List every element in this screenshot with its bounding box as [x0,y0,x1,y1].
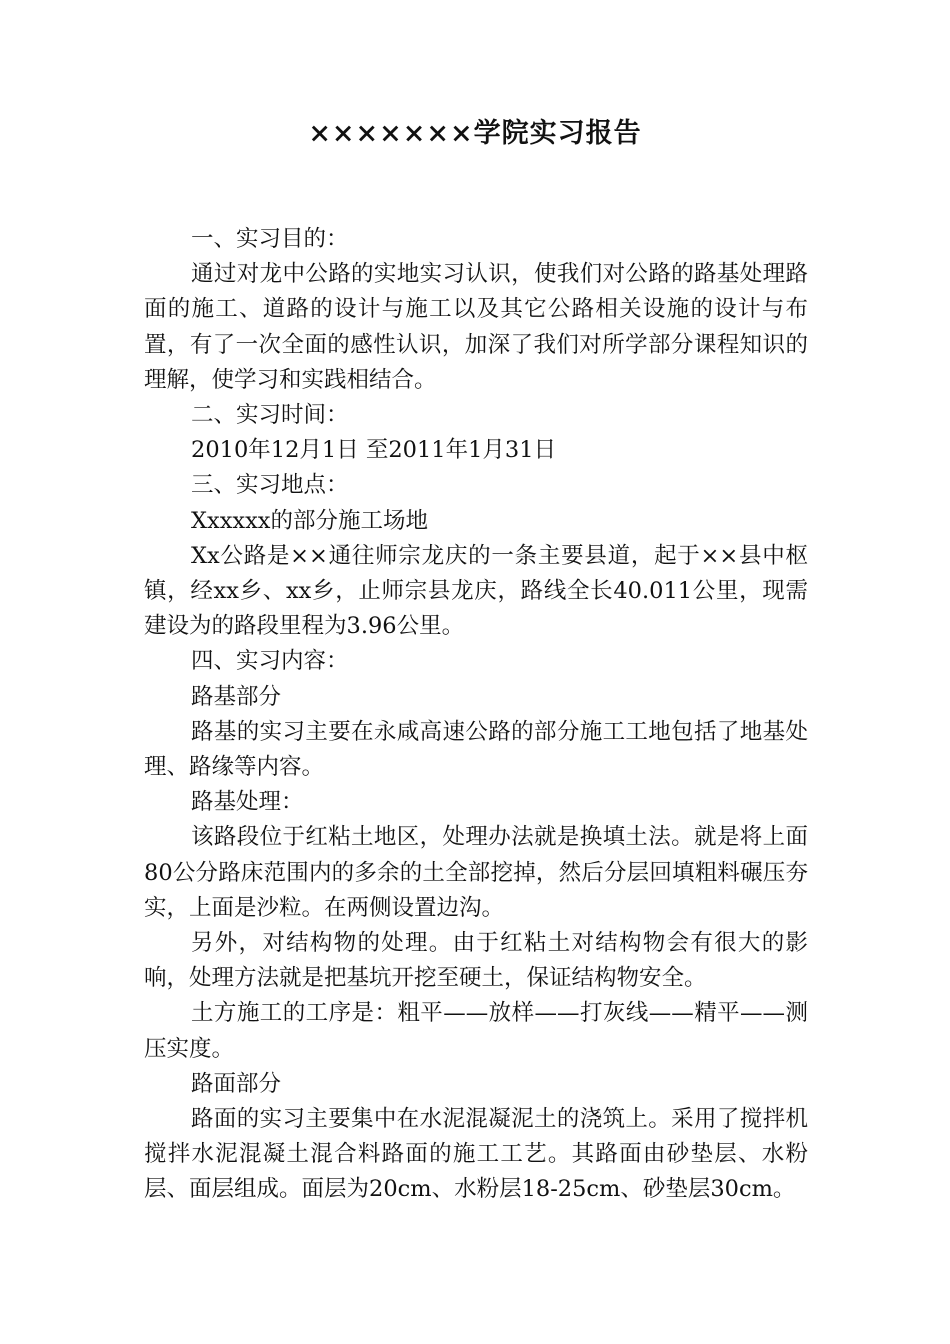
paragraph-purpose: 通过对龙中公路的实地实习认识，使我们对公路的路基处理路面的施工、道路的设计与施工以及其它公路相关设施的设计与布置，有了一次全面的感性认识，加深了我们对所学部分课程知识的理解，使学习和实践相结合。 [144,261,808,393]
paragraph-earthwork-process: 土方施工的工序是：粗平——放样——打灰线——精平——测压实度。 [144,1000,808,1062]
section-heading-time: 二、实习时间： [191,402,349,429]
subheading-subgrade-treatment: 路基处理： [191,789,304,816]
paragraph-subgrade-treatment: 该路段位于红粘土地区，处理办法就是换填土法。就是将上面80公分路床范围内的多余的土全部挖掉，然后分层回填粗料碾压夯实，上面是沙粒。在两侧设置边沟。 [144,824,808,921]
paragraph-time: 2010年12月1日 至2011年1月31日 [191,437,557,464]
paragraph-structure-treatment: 另外，对结构物的处理。由于红粘土对结构物会有很大的影响，处理方法就是把基坑开挖至硬土，保证结构物安全。 [144,930,808,992]
paragraph-location: Xxxxxx的部分施工场地 [191,507,428,534]
section-heading-location: 三、实习地点： [191,472,349,499]
paragraph-subgrade: 路基的实习主要在永咸高速公路的部分施工工地包括了地基处理、路缘等内容。 [144,718,808,781]
section-heading-purpose: 一、实习目的： [191,226,349,252]
document-body [144,222,808,1208]
subheading-pavement: 路面部分 [191,1070,282,1097]
paragraph-road-description: Xx公路是××通往师宗龙庆的一条主要县道，起于××县中枢镇，经xx乡、xx乡，止师宗县龙庆，路线全长40.011公里，现需建设为的路段里程为3.96公里。 [144,542,808,640]
paragraph-pavement: 路面的实习主要集中在水泥混凝泥土的浇筑上。采用了搅拌机搅拌水泥混凝土混合料路面的施工工艺。其路面由砂垫层、水粉层、面层组成。面层为20cm、水粉层18-25cm、砂垫层30cm。 [144,1106,808,1203]
subheading-subgrade: 路基部分 [191,683,282,710]
section-heading-content: 四、实习内容： [191,648,349,675]
document-title: ×××××××学院实习报告 [308,118,642,149]
